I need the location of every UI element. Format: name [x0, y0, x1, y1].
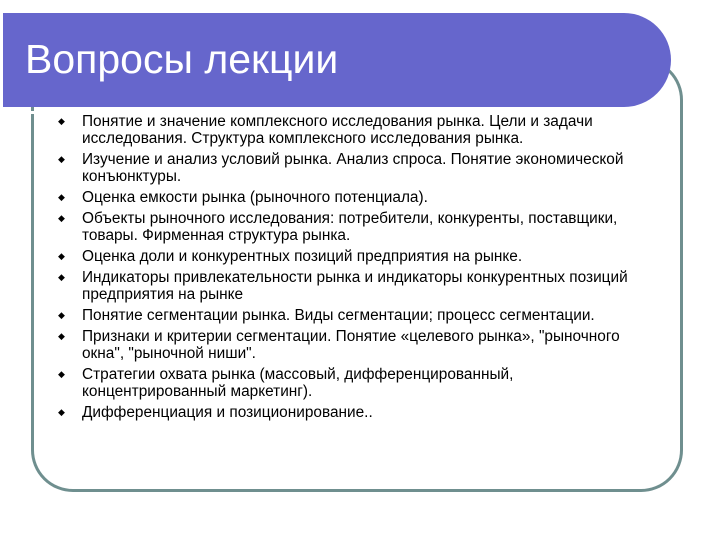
list-item: [52, 210, 652, 244]
slide-title: Вопросы лекции: [25, 36, 339, 82]
list-item-text: Оценка емкости рынка (рыночного потенциала).: [82, 189, 428, 206]
diamond-bullet-icon: ◆: [58, 331, 65, 341]
diamond-bullet-icon: ◆: [58, 213, 65, 223]
list-item: [52, 151, 652, 185]
diamond-bullet-icon: ◆: [58, 192, 65, 202]
diamond-bullet-icon: ◆: [58, 310, 65, 320]
list-item-text: Индикаторы привлекательности рынка и индикаторы конкурентных позиций предприятия на рынке: [82, 269, 628, 303]
list-item-text: Дифференциация и позиционирование..: [82, 404, 373, 421]
diamond-bullet-icon: ◆: [58, 116, 65, 126]
list-item: [52, 404, 652, 421]
list-item-text: Изучение и анализ условий рынка. Анализ спроса. Понятие экономической конъюнктуры.: [82, 151, 624, 185]
list-item-text: Объекты рыночного исследования: потребители, конкуренты, поставщики, товары. Фирменная структура рынка.: [82, 210, 618, 244]
list-item: [52, 307, 652, 324]
list-item-text: Стратегии охвата рынка (массовый, дифференцированный, концентрированный маркетинг).: [82, 366, 514, 400]
list-item: [52, 328, 652, 362]
list-item: [52, 366, 652, 400]
diamond-bullet-icon: ◆: [58, 369, 65, 379]
list-item: [52, 269, 652, 303]
diamond-bullet-icon: ◆: [58, 407, 65, 417]
list-item-text: Понятие и значение комплексного исследования рынка. Цели и задачи исследования. Структура комплексного исследования рынка.: [82, 113, 593, 147]
list-item-text: Оценка доли и конкурентных позиций предприятия на рынке.: [82, 248, 523, 265]
list-item: [52, 113, 652, 147]
list-item-text: Понятие сегментации рынка. Виды сегментации; процесс сегментации.: [82, 307, 595, 324]
diamond-bullet-icon: ◆: [58, 251, 65, 261]
list-item: [52, 189, 652, 206]
lecture-questions-list: [52, 113, 652, 425]
diamond-bullet-icon: ◆: [58, 154, 65, 164]
diamond-bullet-icon: ◆: [58, 272, 65, 282]
list-item: [52, 248, 652, 265]
list-item-text: Признаки и критерии сегментации. Понятие «целевого рынка», "рыночного окна", "рыночной ниши".: [82, 328, 620, 362]
